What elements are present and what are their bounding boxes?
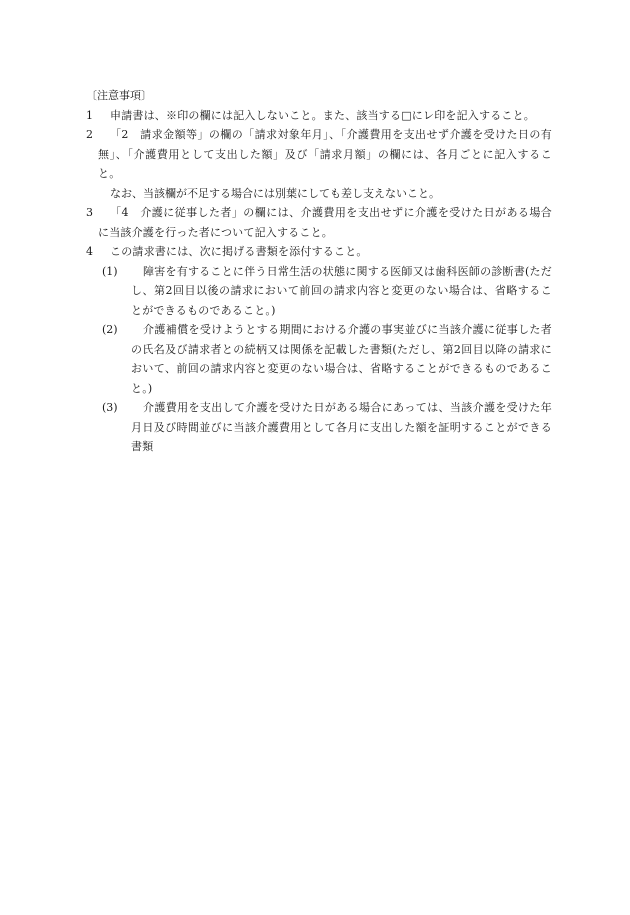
- note-supplement: なお、当該欄が不足する場合には別葉にしても差し支えないこと。: [110, 186, 440, 200]
- notes-heading: 〔注意事項〕: [86, 89, 152, 102]
- attachment-item-3: [98, 398, 552, 457]
- note-number: 4: [86, 245, 93, 258]
- attachment-number: (2): [102, 323, 118, 336]
- attachment-item-2: [98, 320, 552, 398]
- note-number: 2: [86, 128, 93, 141]
- note-number: 3: [86, 206, 93, 219]
- note-text: 申請書は、※印の欄には記入しないこと。また、該当する□にレ印を記入すること。: [110, 108, 535, 122]
- attachment-number: (1): [102, 264, 118, 278]
- note-item-1: [86, 106, 552, 126]
- attachment-text: 介護費用を支出して介護を受けた日がある場合にあっては、当該介護を受けた年月日及び時間並びに当該介護費用として各月に支出した額を証明することができる書類: [131, 401, 552, 453]
- note-text: この請求書には、次に掲げる書類を添付すること。: [110, 245, 368, 258]
- attachment-text: 介護補償を受けようとする期間における介護の事実並びに当該介護に従事した者の氏名及び請求者との続柄又は関係を記載した書類(ただし、第2回目以降の請求において、前回の請求内容と変更のない場合は、省略することができるものであること。): [131, 323, 552, 395]
- note-number: 1: [86, 108, 93, 122]
- attachment-list: [98, 262, 552, 457]
- note-item-2: [86, 125, 552, 203]
- attachment-item-1: [98, 262, 552, 321]
- notes-section: [86, 86, 552, 457]
- attachment-text: 障害を有することに伴う日常生活の状態に関する医師又は歯科医師の診断書(ただし、第2回目以後の請求において前回の請求内容と変更のない場合は、省略することができるものであること。): [131, 264, 552, 317]
- note-item-3: [86, 203, 552, 242]
- attachment-number: (3): [102, 401, 118, 414]
- note-item-4: [86, 242, 552, 262]
- note-text: 「2 請求金額等」の欄の「請求対象年月」、「介護費用を支出せず介護を受けた日の有無」、「介護費用として支出した額」及び「請求月額」の欄には、各月ごとに記入すること。: [98, 128, 552, 180]
- note-text: 「4 介護に従事した者」の欄には、介護費用を支出せずに介護を受けた日がある場合に当該介護を行った者について記入すること。: [98, 206, 552, 239]
